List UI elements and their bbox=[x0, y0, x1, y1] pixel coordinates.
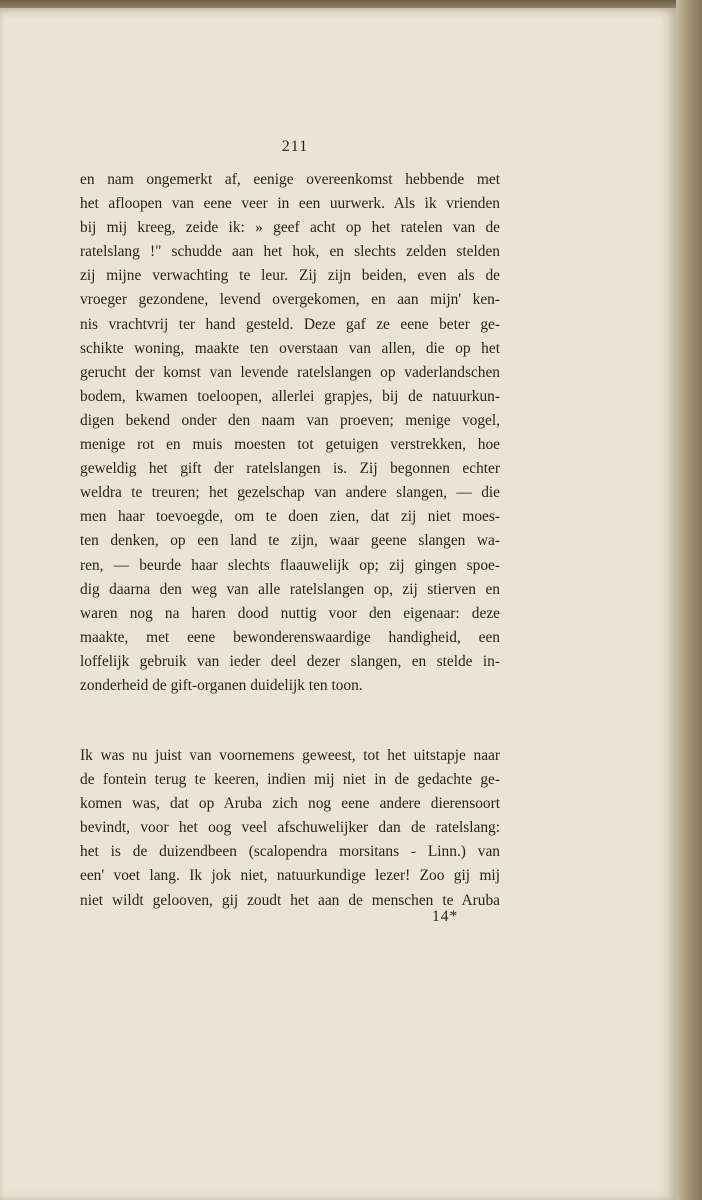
page-right-edge bbox=[676, 0, 702, 1200]
text-line: zij mijne verwachting te leur. Zij zijn beiden, even als de bbox=[80, 267, 500, 285]
text-line: men haar toevoegde, om te doen zien, dat zij niet moes- bbox=[80, 508, 500, 526]
text-line: loffelijk gebruik van ieder deel dezer slangen, en stelde in- bbox=[80, 652, 500, 670]
text-line: nis vrachtvrij ter hand gesteld. Deze gaf ze eene beter ge- bbox=[80, 315, 500, 333]
text-line: ratelslang !" schudde aan het hok, en slechts zelden stelden bbox=[80, 243, 500, 261]
text-line: dig daarna den weg van alle ratelslangen op, zij stierven en bbox=[80, 580, 500, 598]
text-line: en nam ongemerkt af, eenige overeenkomst hebbende met bbox=[80, 171, 500, 188]
text-line: digen bekend onder den naam van proeven; menige vogel, bbox=[80, 411, 500, 429]
text-line: het afloopen van eene veer in een uurwerk. Als ik vrienden bbox=[80, 195, 500, 213]
text-line: schikte woning, maakte ten overstaan van allen, die op het bbox=[80, 339, 500, 357]
text-line: waren nog na haren dood nuttig voor den eigenaar: deze bbox=[80, 604, 500, 622]
paragraph-1 bbox=[80, 168, 500, 698]
text-line: ren, — beurde haar slechts flaauwelijk op; zij gingen spoe- bbox=[80, 556, 500, 574]
text-line: vroeger gezondene, levend overgekomen, en aan mijn' ken- bbox=[80, 291, 500, 309]
book-page bbox=[0, 8, 676, 1200]
text-line: komen was, dat op Aruba zich nog eene andere dierensoort bbox=[80, 795, 500, 813]
text-line: weldra te treuren; het gezelschap van andere slangen, — die bbox=[80, 484, 500, 502]
text-line: maakte, met eene bewonderenswaardige handigheid, een bbox=[80, 628, 500, 646]
text-line: geweldig het gift der ratelslangen is. Zij begonnen echter bbox=[80, 460, 500, 478]
text-line: bij mij kreeg, zeide ik: » geef acht op het ratelen van de bbox=[80, 219, 500, 237]
text-line: bevindt, voor het oog veel afschuwelijker dan de ratelslang: bbox=[80, 819, 500, 837]
text-line: een' voet lang. Ik jok niet, natuurkundige lezer! Zoo gij mij bbox=[80, 867, 500, 885]
text-line: de fontein terug te keeren, indien mij niet in de gedachte ge- bbox=[80, 771, 500, 789]
text-line: Ik was nu juist van voornemens geweest, tot het uitstapje naar bbox=[80, 747, 500, 764]
page-number: 211 bbox=[281, 138, 309, 155]
text-line: bodem, kwamen toeloopen, allerlei grapjes, bij de natuurkun- bbox=[80, 387, 500, 405]
paragraph-2 bbox=[80, 744, 500, 913]
text-line: het is de duizendbeen (scalopendra morsitans - Linn.) van bbox=[80, 843, 500, 861]
text-line: menige rot en muis moesten tot getuigen verstrekken, hoe bbox=[80, 436, 500, 454]
signature-mark: 14* bbox=[432, 908, 459, 925]
text-line: niet wildt gelooven, gij zoudt het aan de menschen te Aruba bbox=[80, 891, 500, 909]
text-line: ten denken, op een land te zijn, waar geene slangen wa- bbox=[80, 532, 500, 550]
text-line: zonderheid de gift-organen duidelijk ten toon. bbox=[80, 676, 363, 694]
text-line: gerucht der komst van levende ratelslangen op vaderlandschen bbox=[80, 363, 500, 381]
